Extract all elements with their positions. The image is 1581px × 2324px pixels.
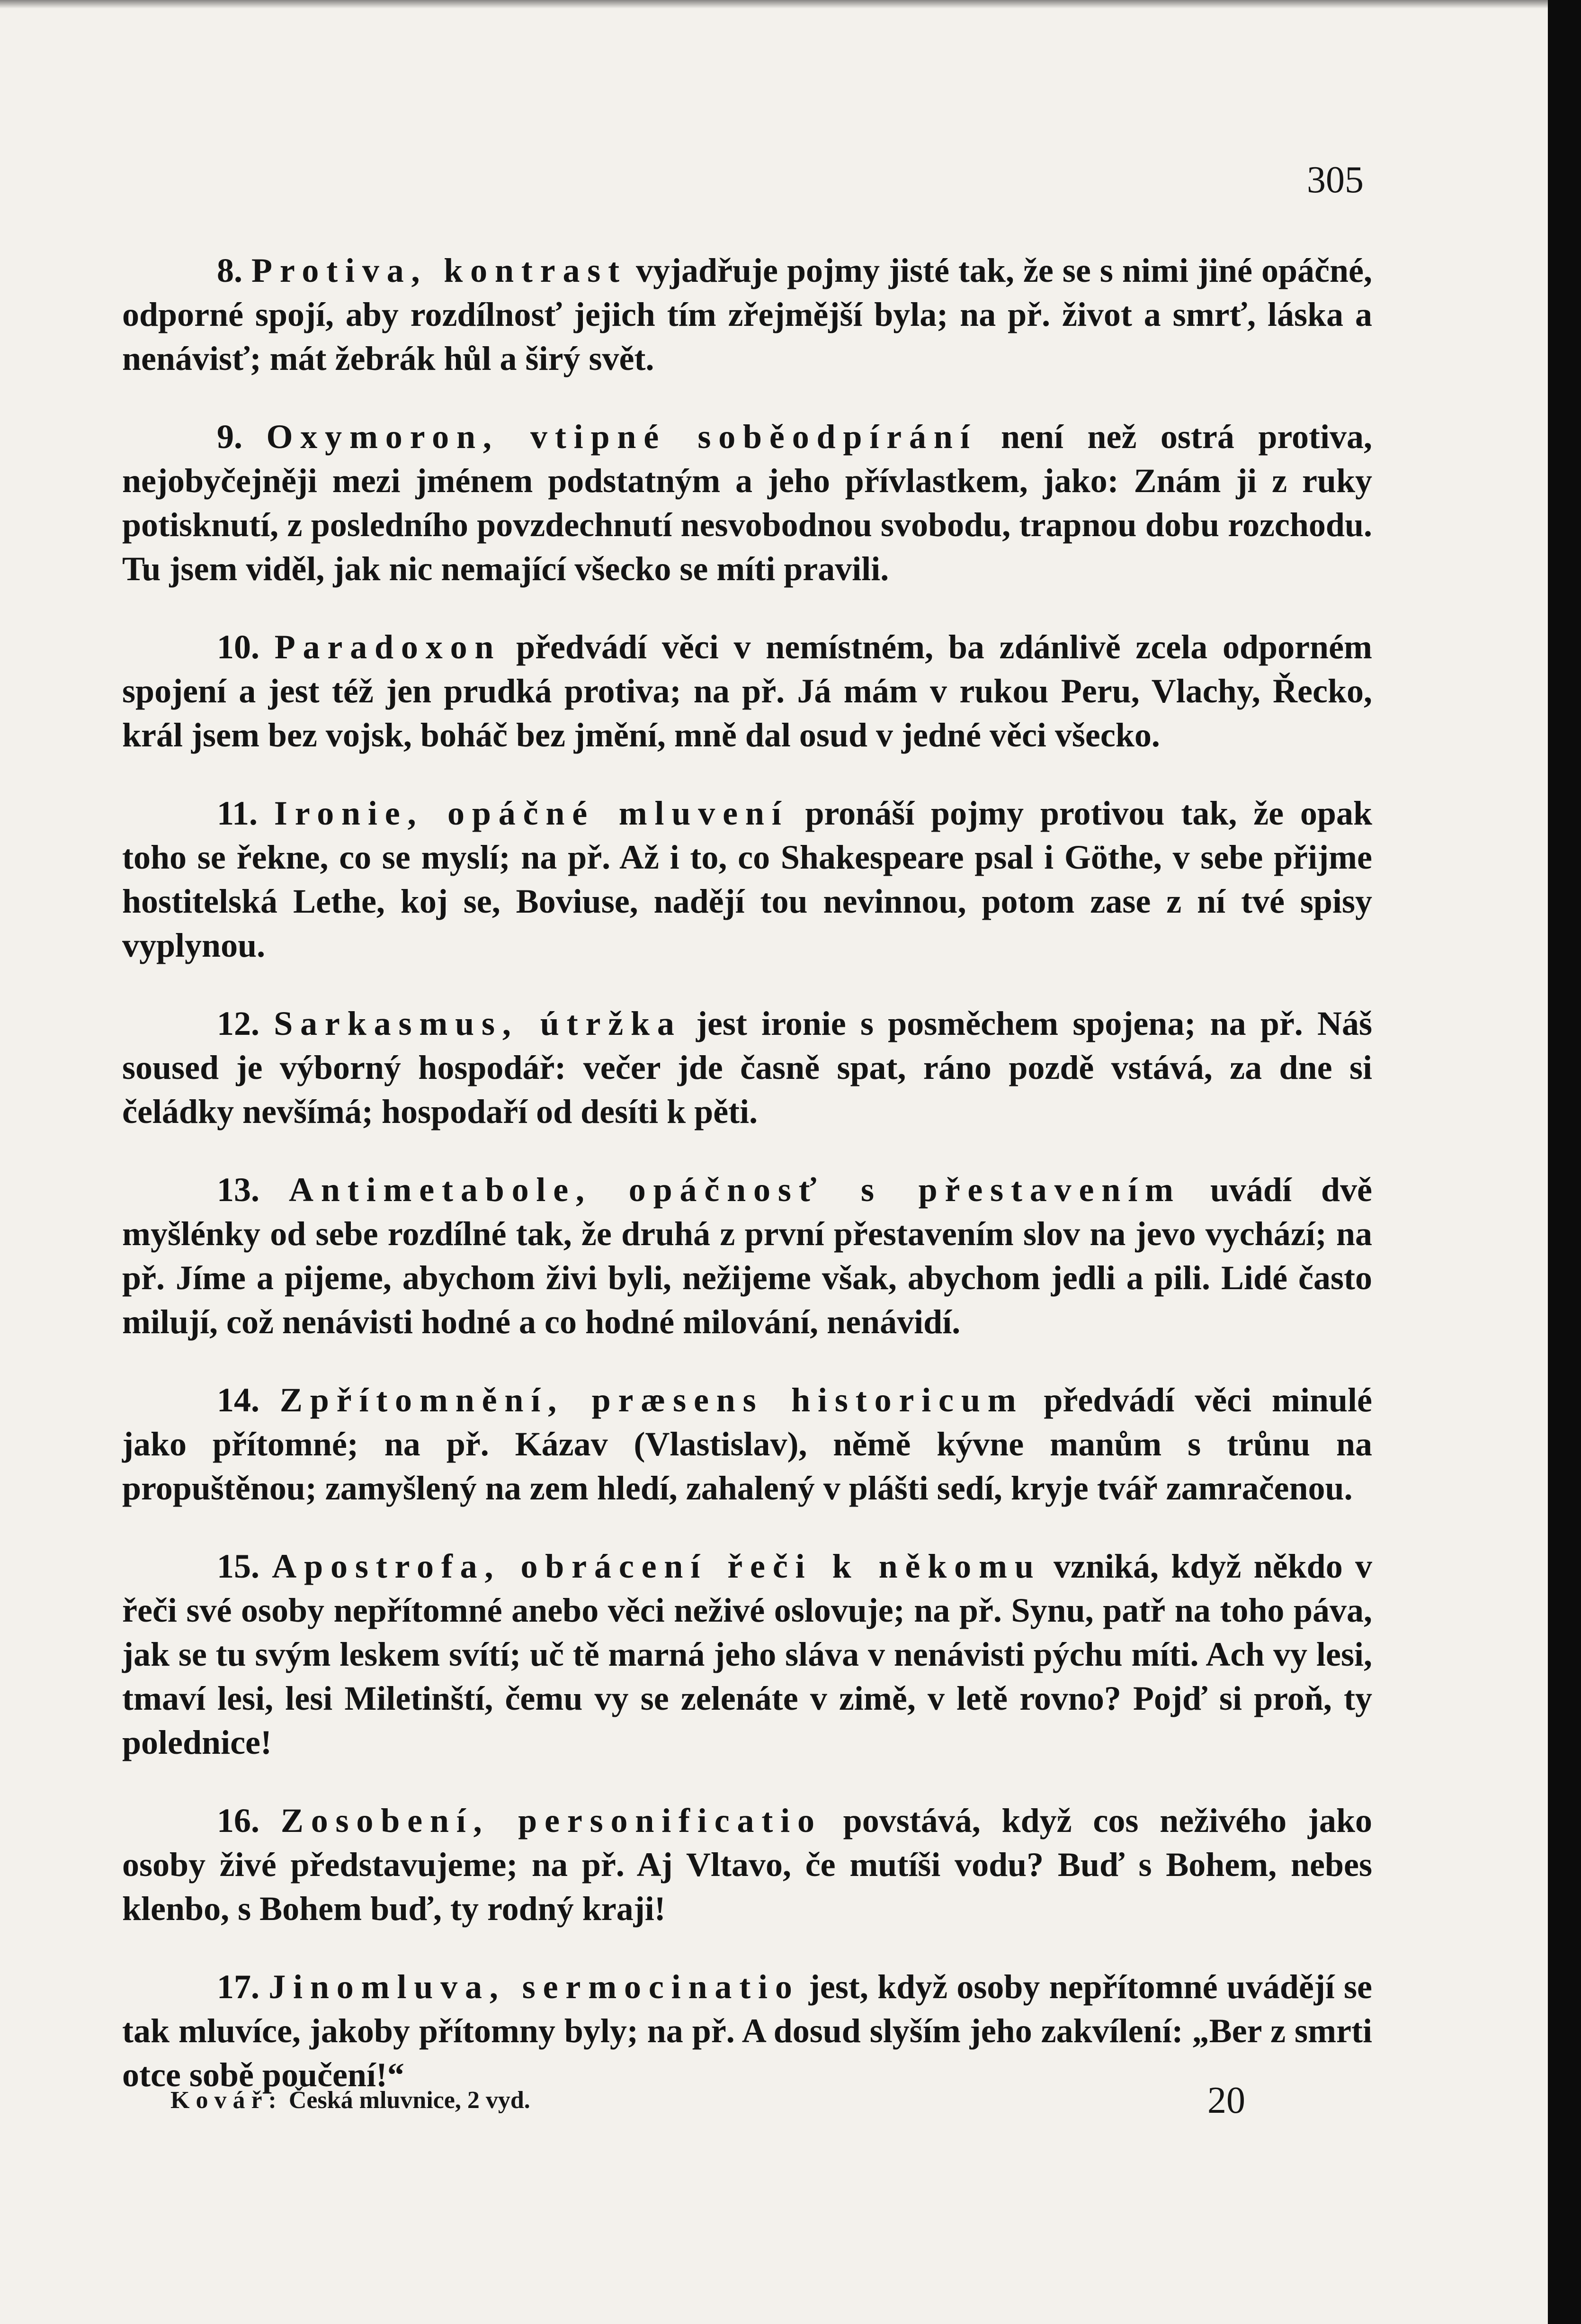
paragraph-term: Ironie, opáčné mluvení [274,794,789,832]
paragraph-number: 10. [217,628,259,666]
paragraph-term: Paradoxon [274,628,501,666]
paragraph-text: vyjadřuje pojmy jisté tak, že se s nimi jiné opáčné, odporné spojí, aby rozdílnosť jejich tím zřejmější byla; na př. život a smrť, láska a nenávisť; mát žebrák hůl a širý svět. [122,251,1372,377]
paragraph-13 [122,1168,1372,1344]
paragraph-9 [122,415,1372,591]
page-number: 305 [1307,159,1364,201]
paragraph-11 [122,791,1372,968]
paragraph-text: pronáší pojmy protivou tak, že opak toho se řekne, co se myslí; na př. Až i to, co Shakespeare psal i Göthe, v sebe přijme hostitelská Lethe, koj se, Boviuse, nadějí tou nevinnou, potom zase z ní tvé spisy vyplynou. [122,794,1373,964]
paragraph-number: 13. [217,1171,259,1209]
paragraph-17 [122,1965,1372,2097]
paragraph-term: Jinomluva, sermocinatio [268,1968,800,2006]
paragraph-15 [122,1544,1372,1765]
paragraph-16 [122,1799,1372,1931]
paragraph-number: 8. [217,251,242,289]
footer-title: Česká mluvnice, 2 vyd. [282,2087,530,2114]
paragraph-text: předvádí věci v nemístném, ba zdánlivě zcela odporném spojení a jest též jen prudká protiva; na př. Já mám v rukou Peru, Vlachy, Řecko, král jsem bez vojsk, boháč bez jmění, mně dal osud v jedné věci všecko. [122,628,1372,754]
paragraph-number: 14. [217,1381,259,1419]
paragraph-term: Zpřítomnění, præsens historicum [279,1381,1024,1419]
paragraph-number: 12. [217,1005,259,1042]
paragraph-number: 11. [217,794,258,832]
paragraph-12 [122,1002,1372,1134]
paragraph-text: jest ironie s posměchem spojena; na př. Náš soused je výborný hospodář: večer jde časně spat, ráno pozdě vstává, za dne si čeládky nevšímá; hospodaří od desíti k pěti. [122,1005,1372,1131]
paragraph-number: 9. [217,418,242,456]
paragraph-8 [122,249,1372,381]
paragraph-text: povstává, když cos neživého jako osoby živé představujeme; na př. Aj Vltavo, če mutíši vodu? Buď s Bohem, nebes klenbo, s Bohem buď, ty rodný kraji! [122,1802,1372,1928]
page-top-shadow [0,0,1581,9]
paragraph-term: Antimetabole, opáčnosť s přestavením [289,1171,1181,1209]
paragraph-number: 17. [217,1968,259,2006]
paragraph-term: Protiva, kontrast [251,251,627,289]
paragraph-10 [122,625,1372,757]
paragraph-text: uvádí dvě myšlénky od sebe rozdílné tak, že druhá z první přestavením slov na jevo vychází; na př. Jíme a pijeme, abychom živi byli, nežijeme však, abychom jedli a pili. Lidé často milují, což nenávisti hodné a co hodné milování, nenávidí. [122,1171,1373,1341]
page-body [122,249,1372,2131]
paragraph-14 [122,1378,1372,1510]
paragraph-term: Zosobení, personificatio [280,1802,822,1839]
paragraph-text: není než ostrá protiva, nejobyčejněji mezi jménem podstatným a jeho přívlastkem, jako: Znám ji z ruky potisknutí, z posledního povzdechnutí nesvobodnou svobodu, trapnou dobu rozchodu. Tu jsem viděl, jak nic nemající všecko se míti pravili. [122,418,1372,588]
paragraph-text: vzniká, když někdo v řeči své osoby nepřítomné anebo věci neživé oslovuje; na př. Synu, patř na toho páva, jak se tu svým leskem svítí; uč tě marná jeho sláva v nenávisti pýchu míti. Ach vy lesi, tmaví lesi, lesi Miletinští, čemu vy se zelenáte v zimě, v letě rovno? Pojď si proň, ty polednice! [122,1547,1372,1761]
paragraph-text: jest, když osoby nepřítomné uvádějí se tak mluvíce, jakoby přítomny byly; na př. A dosud slyším jeho zakvílení: „Ber z smrti otce sobě poučení!“ [122,1968,1372,2094]
page-right-edge [1548,0,1581,2324]
paragraph-number: 15. [217,1547,259,1585]
signature-mark: 20 [1207,2080,1245,2121]
paragraph-term: Sarkasmus, útržka [274,1005,682,1042]
paragraph-text: předvádí věci minulé jako přítomné; na př. Kázav (Vlastislav), němě kývne manům s trůnu na propuštěnou; zamyšlený na zem hledí, zahalený v plášti sedí, kryje tvář zamračenou. [122,1381,1372,1507]
page-footer [170,2086,1250,2114]
footer-author: Kovář: [170,2087,283,2114]
paragraph-term: Apostrofa, obrácení řeči k někomu [272,1547,1041,1585]
paragraph-number: 16. [217,1802,259,1839]
paragraph-term: Oxymoron, vtipné soběodpírání [266,418,977,456]
